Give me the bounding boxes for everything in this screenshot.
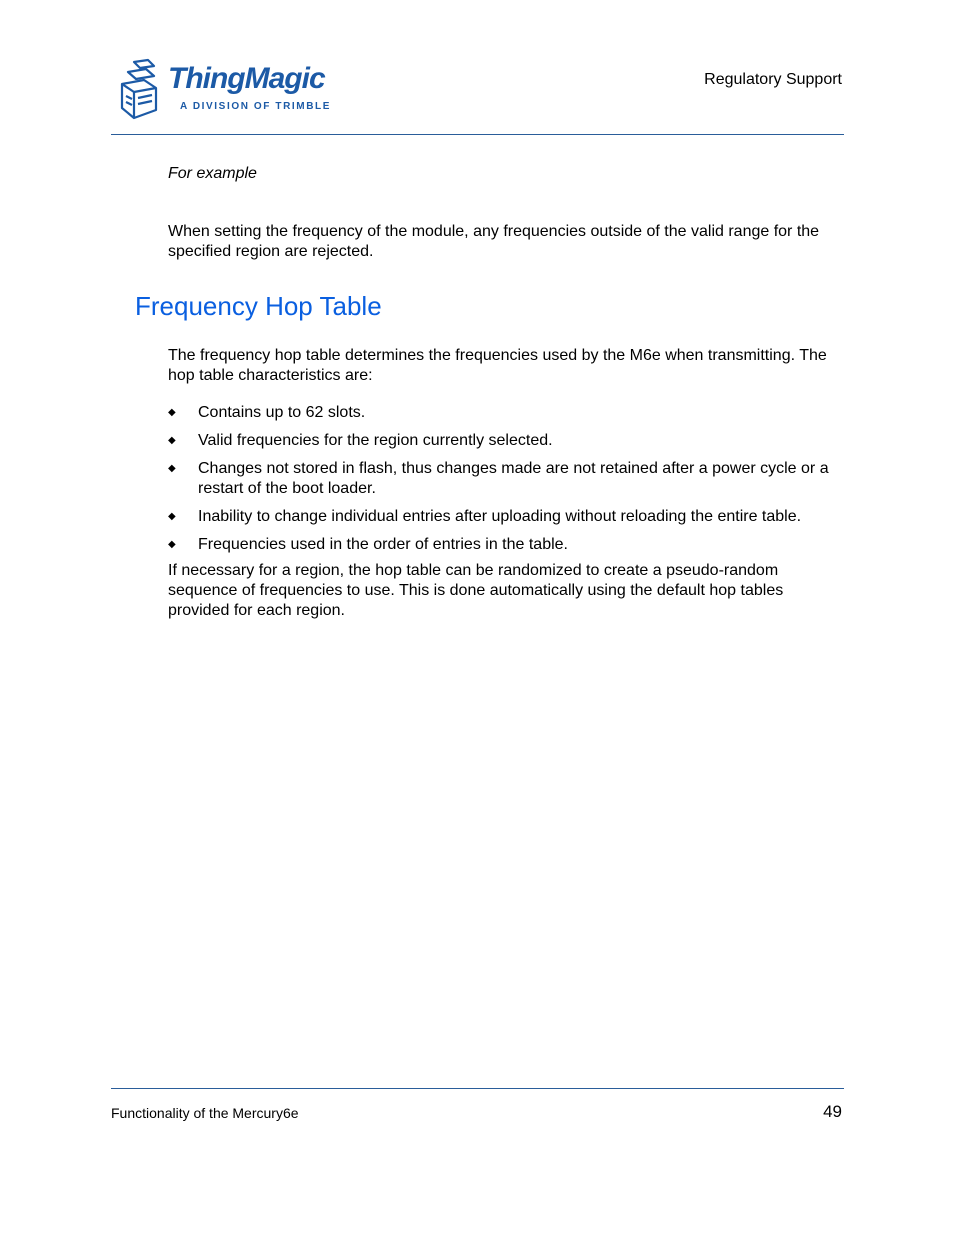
header-rule: [111, 134, 844, 135]
logo-cube-icon: [116, 58, 168, 122]
paragraph-frequency-validation: When setting the frequency of the module, any frequencies outside of the valid range for the specified region are rejected.: [168, 223, 820, 260]
logo-wordmark: ThingMagic: [168, 62, 325, 95]
thingmagic-logo: [116, 58, 332, 122]
list-item: [168, 403, 858, 423]
logo-tagline: A DIVISION OF TRIMBLE: [180, 101, 332, 112]
diamond-bullet-icon: ◆: [168, 510, 176, 522]
list-item-text: Contains up to 62 slots.: [198, 404, 366, 421]
list-item-text: Changes not stored in flash, thus changes made are not retained after a power cycle or a restart of the boot loader.: [198, 460, 829, 497]
list-item: [168, 431, 858, 451]
page-number: 49: [823, 1102, 842, 1121]
footer-doc-title: Functionality of the Mercury6e: [111, 1105, 299, 1121]
list-item: [168, 535, 858, 555]
diamond-bullet-icon: ◆: [168, 538, 176, 550]
list-item-text: Inability to change individual entries after uploading without reloading the entire table.: [198, 507, 802, 525]
diamond-bullet-icon: ◆: [168, 463, 176, 474]
footer-rule: [111, 1088, 844, 1089]
paragraph-hop-table-intro: The frequency hop table determines the frequencies used by the M6e when transmitting. The hop table characteristics are:: [168, 347, 827, 384]
list-item: [168, 507, 858, 527]
section-heading: Frequency Hop Table: [135, 291, 382, 321]
diamond-bullet-icon: ◆: [168, 435, 176, 446]
list-item-text: Frequencies used in the order of entries in the table.: [198, 535, 568, 553]
list-item: [168, 459, 858, 498]
characteristics-list: [168, 403, 858, 563]
example-label: For example: [168, 165, 257, 182]
running-header: Regulatory Support: [704, 71, 842, 88]
diamond-bullet-icon: ◆: [168, 407, 176, 418]
list-item-text: Valid frequencies for the region currently selected.: [198, 432, 553, 449]
paragraph-randomization: If necessary for a region, the hop table can be randomized to create a pseudo-random sequence of frequencies to use. This is done automatically using the default hop tables provided for each region.: [168, 562, 784, 619]
